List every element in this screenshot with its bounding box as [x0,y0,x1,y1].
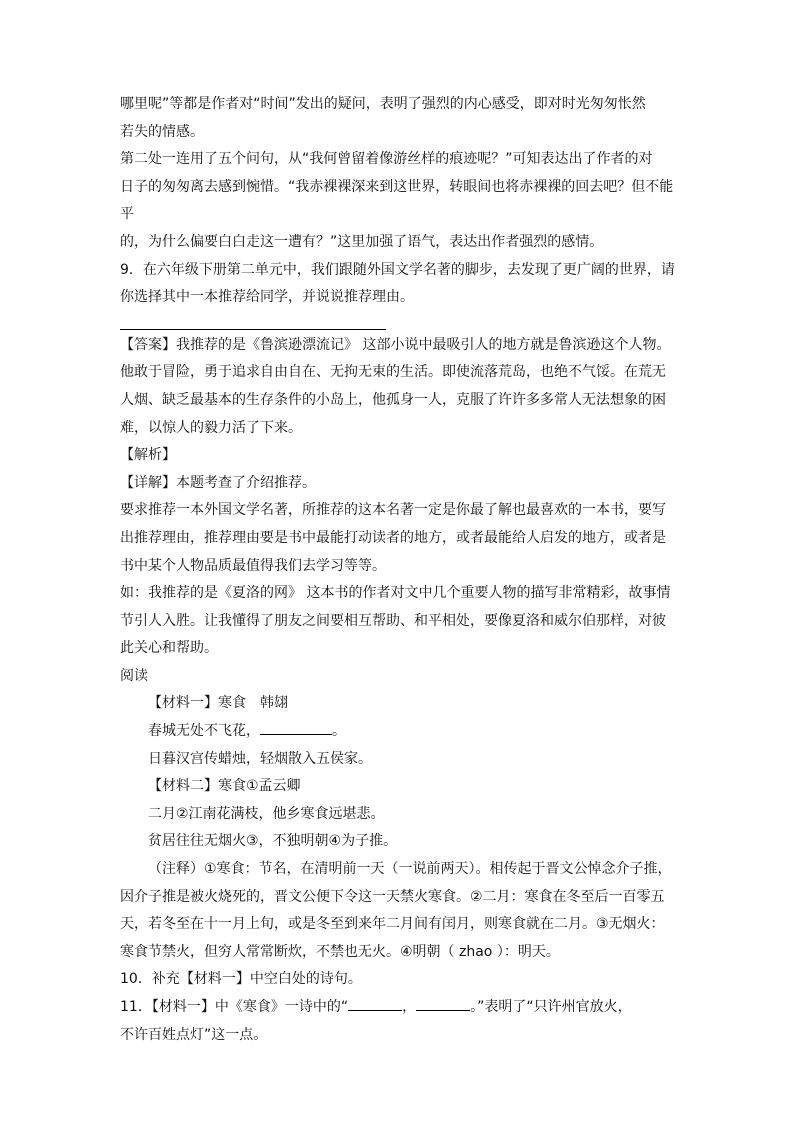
question-10: 10．补充【材料一】中空白处的诗句。 [120,971,362,988]
annotation-line: 寒食节禁火，但穷人常常断炊，不禁也无火。④明朝（ zhao ）：明天。 [120,943,560,960]
example-line: 如：我推荐的是《夏洛的网》 这本书的作者对文中几个重要人物的描写非常精彩，故事情 [120,585,671,602]
annotation-line: 因介子推是被火烧死的，晋文公便下令这一天禁火寒食。②二月：寒食在冬至后一百零五 [120,888,665,905]
material-2-title: 【材料二】寒食①孟云卿 [148,778,301,795]
question-9-line: 9．在六年级下册第二单元中，我们跟随外国文学名著的脚步，去发现了更广阔的世界，请 [120,261,675,278]
text-line: 哪里呢”等都是作者对“时间”发出的疑问，表明了强烈的内心感受，即对时光匆匆怅然 [120,96,646,112]
poem-text: 春城无处不飞花， [148,723,260,740]
fill-in-blank [348,996,402,1011]
question-9-line: 你选择其中一本推荐给同学，并说说推荐理由。 [120,289,414,306]
text-line: 日子的匆匆离去感到惋惜。“我赤裸裸深来到这世界，转眼间也将赤裸裸的回去吧？但不能平 [120,178,674,223]
example-line: 此关心和帮助。 [120,640,218,657]
explanation-line: 出推荐理由，推荐理由要是书中最能打动读者的地方，或者最能给人启发的地方，或者是 [120,529,666,546]
poem-line: 日暮汉宫传蜡烛，轻烟散入五侯家。 [148,750,372,767]
example-line: 节引人入胜。让我懂得了朋友之间要相互帮助、和平相处，要像夏洛和威尔伯那样，对彼 [120,612,666,629]
answer-blank-line [120,329,386,330]
answer-line: 他敢于冒险，勇于追求自由自在、无拘无束的生活。即使流落荒岛，也绝不气馁。在荒无 [120,364,666,381]
question-text: 11．【材料一】中《寒食》一诗中的“ [120,999,349,1015]
poem-line: 贫居往往无烟火③，不独明朝④为子推。 [148,833,398,850]
question-text: ， [402,999,417,1015]
fill-in-blank [416,996,470,1011]
annotation-line: 天，若冬至在十一月上旬，或是冬至到来年二月间有闰月，则寒食就在二月。③无烟火： [120,916,665,933]
question-text: 。”表明了“只许州官放火， [470,999,632,1015]
fill-in-blank [260,720,332,735]
document-body [120,91,680,1049]
explanation-line: 要求推荐一本外国文学名著，所推荐的这本名著一定是你最了解也最喜欢的一本书，要写 [120,502,666,519]
text-line: 若失的情感。 [120,123,204,140]
detail-heading: 【详解】本题考查了介绍推荐。 [120,474,316,491]
question-11-line: 不许百姓点灯”这一点。 [120,1026,268,1043]
question-11-line [120,994,680,1022]
answer-line: 人烟、缺乏最基本的生存条件的小岛上，他孤身一人，克服了许许多多常人无法想象的困 [120,391,666,408]
text-line: 的，为什么偏要白白走这一遭有？”这里加强了语气，表达出作者强烈的感情。 [120,233,604,250]
poem-text: 。 [332,723,346,740]
explanation-line: 书中某个人物品质最值得我们去学习等等。 [120,557,386,574]
poem-line: 二月②江南花满枝，他乡寒食远堪悲。 [148,805,385,822]
material-1-title: 【材料一】寒食 韩翃 [148,695,288,712]
answer-line: 【答案】我推荐的是《鲁滨逊漂流记》 这部小说中最吸引人的地方就是鲁滨逊这个人物。 [120,336,671,353]
poem-line [120,718,680,746]
reading-heading: 阅读 [120,667,148,684]
annotation-line: （注释）①寒食：节名，在清明前一天（一说前两天）。相传起于晋文公悼念介子推， [148,861,672,878]
text-line: 第二处一连用了五个问句，从“我何曾留着像游丝样的痕迹呢？”可知表达出了作者的对 [120,151,653,168]
analysis-heading: 【解析】 [120,447,176,464]
answer-line: 难，以惊人的毅力活了下来。 [120,419,302,436]
